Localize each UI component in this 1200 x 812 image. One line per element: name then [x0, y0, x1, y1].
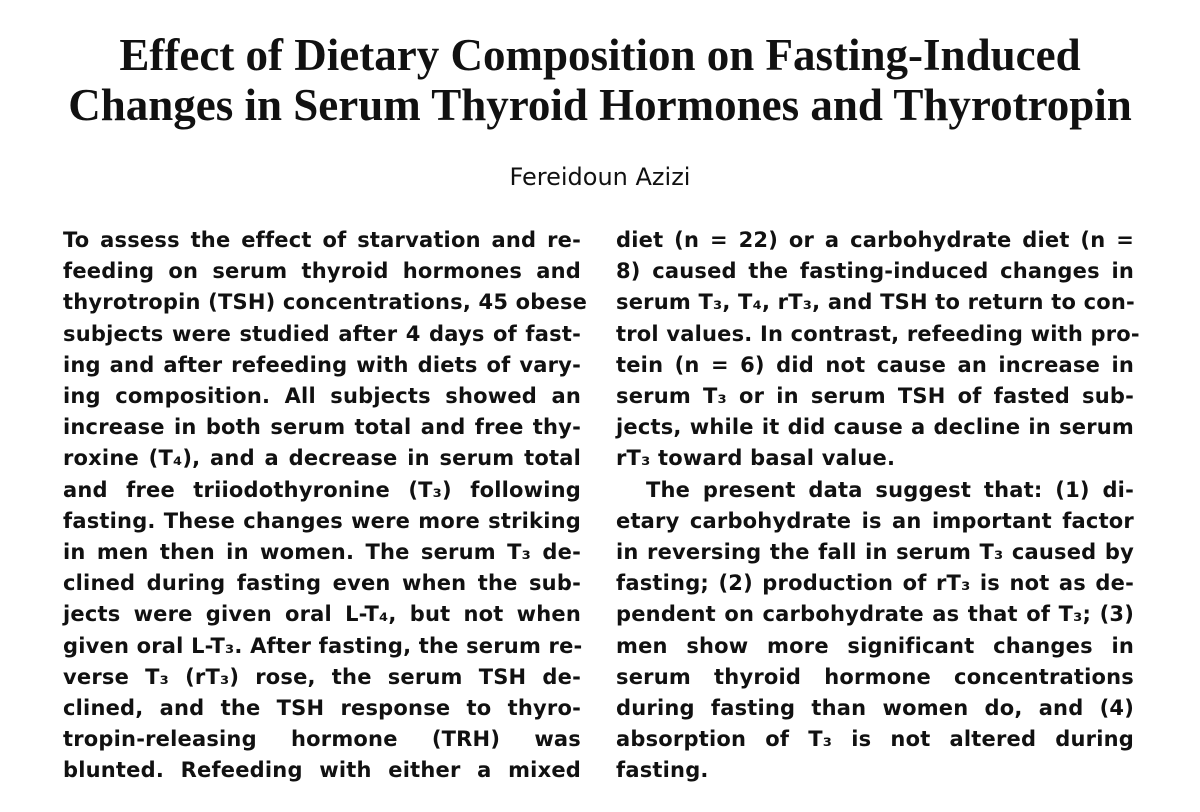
title-line-2: Changes in Serum Thyroid Hormones and Thyrotropin — [68, 80, 1132, 130]
abstract-line: given oral L-T₃. After fasting, the serum re- — [63, 633, 583, 658]
abstract-line: 8) caused the fasting-induced changes in — [616, 259, 1134, 284]
abstract-line: subjects were studied after 4 days of fast- — [63, 321, 581, 346]
abstract-line: ing and after refeeding with diets of vary- — [63, 352, 581, 377]
abstract-line: jects, while it did cause a decline in serum — [616, 415, 1134, 440]
abstract-line: clined during fasting even when the sub- — [63, 571, 581, 596]
abstract-line: blunted. Refeeding with either a mixed — [63, 758, 581, 783]
abstract-line: in men then in women. The serum T₃ de- — [63, 540, 581, 565]
abstract-line: trol values. In contrast, refeeding with pro- — [616, 321, 1140, 346]
abstract-line: fasting; (2) production of rT₃ is not as de- — [616, 571, 1134, 596]
abstract-line: rT₃ toward basal value. — [616, 446, 896, 471]
abstract-line: The present data suggest that: (1) di- — [646, 477, 1134, 502]
abstract-line: during fasting than women do, and (4) — [616, 696, 1134, 721]
abstract-line: verse T₃ (rT₃) rose, the serum TSH de- — [63, 664, 581, 689]
paper-title — [0, 30, 1200, 130]
abstract-line: tein (n = 6) did not cause an increase in — [616, 352, 1134, 377]
abstract-right-column — [616, 225, 1140, 787]
abstract-line: and free triiodothyronine (T₃) following — [63, 477, 581, 502]
abstract-line: fasting. These changes were more striking — [63, 508, 581, 533]
abstract-line: men show more significant changes in — [616, 633, 1134, 658]
abstract-line: fasting. — [616, 758, 709, 783]
abstract-line: absorption of T₃ is not altered during — [616, 727, 1134, 752]
abstract-line: clined, and the TSH response to thyro- — [63, 696, 581, 721]
abstract-line: serum thyroid hormone concentrations — [616, 664, 1134, 689]
abstract-line: in reversing the fall in serum T₃ caused by — [616, 540, 1134, 565]
abstract-line: feeding on serum thyroid hormones and — [63, 259, 581, 284]
author-name: Fereidoun Azizi — [509, 163, 691, 191]
abstract-line: etary carbohydrate is an important factor — [616, 508, 1134, 533]
abstract-line: jects were given oral L-T₄, but not when — [63, 602, 581, 627]
abstract-line: ing composition. All subjects showed an — [63, 384, 581, 409]
abstract-left-column — [63, 225, 588, 787]
title-line-1: Effect of Dietary Composition on Fasting-Induced — [119, 30, 1081, 80]
abstract-line: tropin-releasing hormone (TRH) was — [63, 727, 581, 752]
abstract-line: serum T₃ or in serum TSH of fasted sub- — [616, 384, 1134, 409]
abstract-line: thyrotropin (TSH) concentrations, 45 obese — [63, 290, 588, 315]
abstract-line: serum T₃, T₄, rT₃, and TSH to return to con- — [616, 290, 1135, 315]
abstract-line: To assess the effect of starvation and re- — [63, 228, 581, 252]
abstract-line: roxine (T₄), and a decrease in serum total — [63, 446, 581, 471]
abstract-line: increase in both serum total and free thy- — [63, 415, 581, 440]
abstract-line: pendent on carbohydrate as that of T₃; (3) — [616, 602, 1134, 627]
abstract-line: diet (n = 22) or a carbohydrate diet (n = — [616, 228, 1134, 252]
